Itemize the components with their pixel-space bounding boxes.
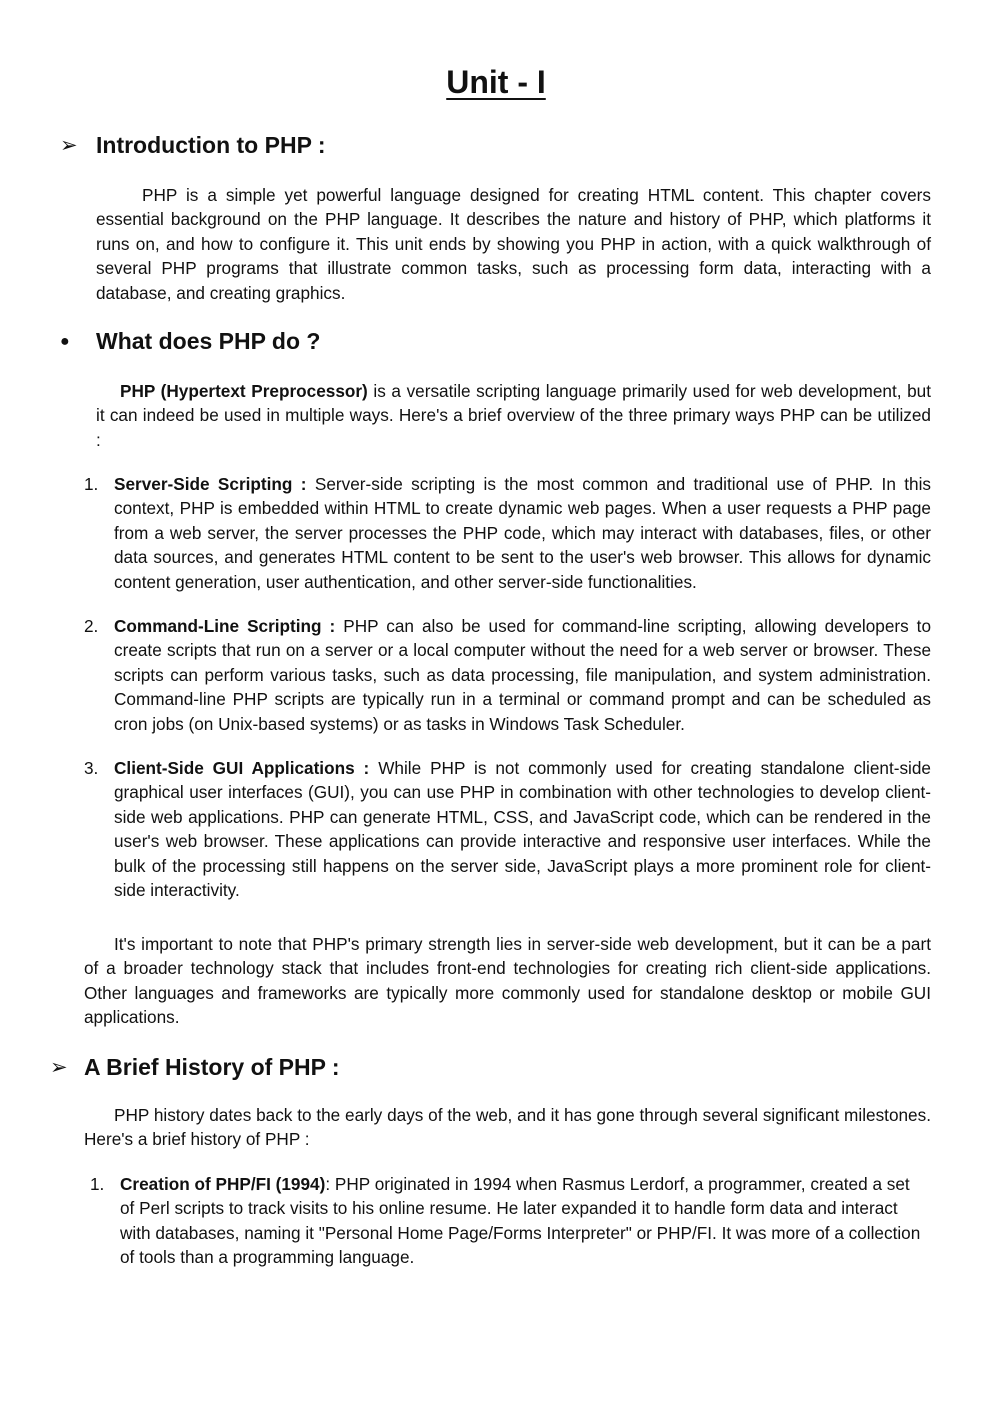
what-intro-text: is a versatile scripting language primarily used for web development, but it can indeed be used in multiple ways. Here's a brief overview of the three primary ways PHP can be utilized : <box>96 381 931 450</box>
list-item-text: PHP can also be used for command-line scripting, allowing developers to create scripts that run on a server or a local computer without the need for a web server or browser. These scripts can perform various tasks, such as data processing, file manipulation, and system administration. Command-line PHP scripts are typically run in a terminal or command prompt and can be scheduled as cron jobs (on Unix-based systems) or as tasks in Windows Task Scheduler. <box>114 616 932 734</box>
section-heading-history: A Brief History of PHP : <box>84 1054 340 1080</box>
list-item-creation-of-php-fi <box>120 1172 925 1270</box>
list-item-title: Creation of PHP/FI (1994) <box>120 1174 326 1194</box>
list-number: 3. <box>84 758 99 778</box>
arrow-bullet-icon: ➢ <box>50 1056 68 1079</box>
list-item-text: : PHP originated in 1994 when Rasmus Lerdorf, a programmer, created a set of Perl scripts to track visits to his online resume. He later expanded it to handle form data and interact with databases, naming it "Personal Home Page/Forms Interpreter" or PHP/FI. It was more of a collection of tools than a programming language. <box>120 1174 921 1268</box>
list-item-title: Client-Side GUI Applications : <box>114 758 370 778</box>
page-title <box>0 62 992 102</box>
list-item-text: While PHP is not commonly used for creating standalone client-side graphical user interfaces (GUI), you can use PHP in combination with other technologies to develop client-side web applications. PHP can generate HTML, CSS, and JavaScript code, which can be rendered in the user's web browser. These applications can provide interactive and responsive user interfaces. While the bulk of the processing still happens on the server side, JavaScript plays a more prominent role for client-side interactivity. <box>114 758 931 901</box>
intro-paragraph: PHP is a simple yet powerful language designed for creating HTML content. This chapter covers essential background on the PHP language. It describes the nature and history of PHP, which platforms it runs on, and how to configure it. This unit ends by showing you PHP in action, with a quick walkthrough of several PHP programs that illustrate common tasks, such as processing form data, interacting with a database, and creating graphics. <box>96 185 931 303</box>
list-number: 2. <box>84 616 99 636</box>
note-paragraph: It's important to note that PHP's primary strength lies in server-side web development, but it can be a part of a broader technology stack that includes front-end technologies for creating rich client-side applications. Other languages and frameworks are typically more commonly used for standalone desktop or mobile GUI applications. <box>84 934 931 1028</box>
php-term: PHP (Hypertext Preprocessor) <box>120 381 368 401</box>
list-item-title: Command-Line Scripting : <box>114 616 336 636</box>
list-number: 1. <box>90 1174 105 1194</box>
what-intro-paragraph <box>96 379 931 452</box>
round-bullet-icon: ● <box>60 333 70 350</box>
list-item-server-side-scripting <box>114 472 931 594</box>
page-title-text: Unit - I <box>446 64 546 100</box>
list-item-text: Server-side scripting is the most common and traditional use of PHP. In this context, PHP is embedded within HTML to create dynamic web pages. When a user requests a PHP page from a web server, the server processes the PHP code, which may interact with databases, files, or other data sources, and generates HTML content to be sent to the user's web browser. This allows for dynamic content generation, user authentication, and other server-side functionalities. <box>114 474 932 592</box>
list-item-client-side-gui <box>114 756 931 902</box>
section-heading-introduction: Introduction to PHP : <box>96 132 326 158</box>
section-heading-what-does-php-do: What does PHP do ? <box>96 328 321 354</box>
arrow-bullet-icon: ➢ <box>60 134 78 157</box>
list-number: 1. <box>84 474 99 494</box>
list-item-title: Server-Side Scripting : <box>114 474 307 494</box>
history-paragraph: PHP history dates back to the early days of the web, and it has gone through several significant milestones. Here's a brief history of PHP : <box>84 1105 931 1150</box>
list-item-command-line-scripting <box>114 614 931 736</box>
